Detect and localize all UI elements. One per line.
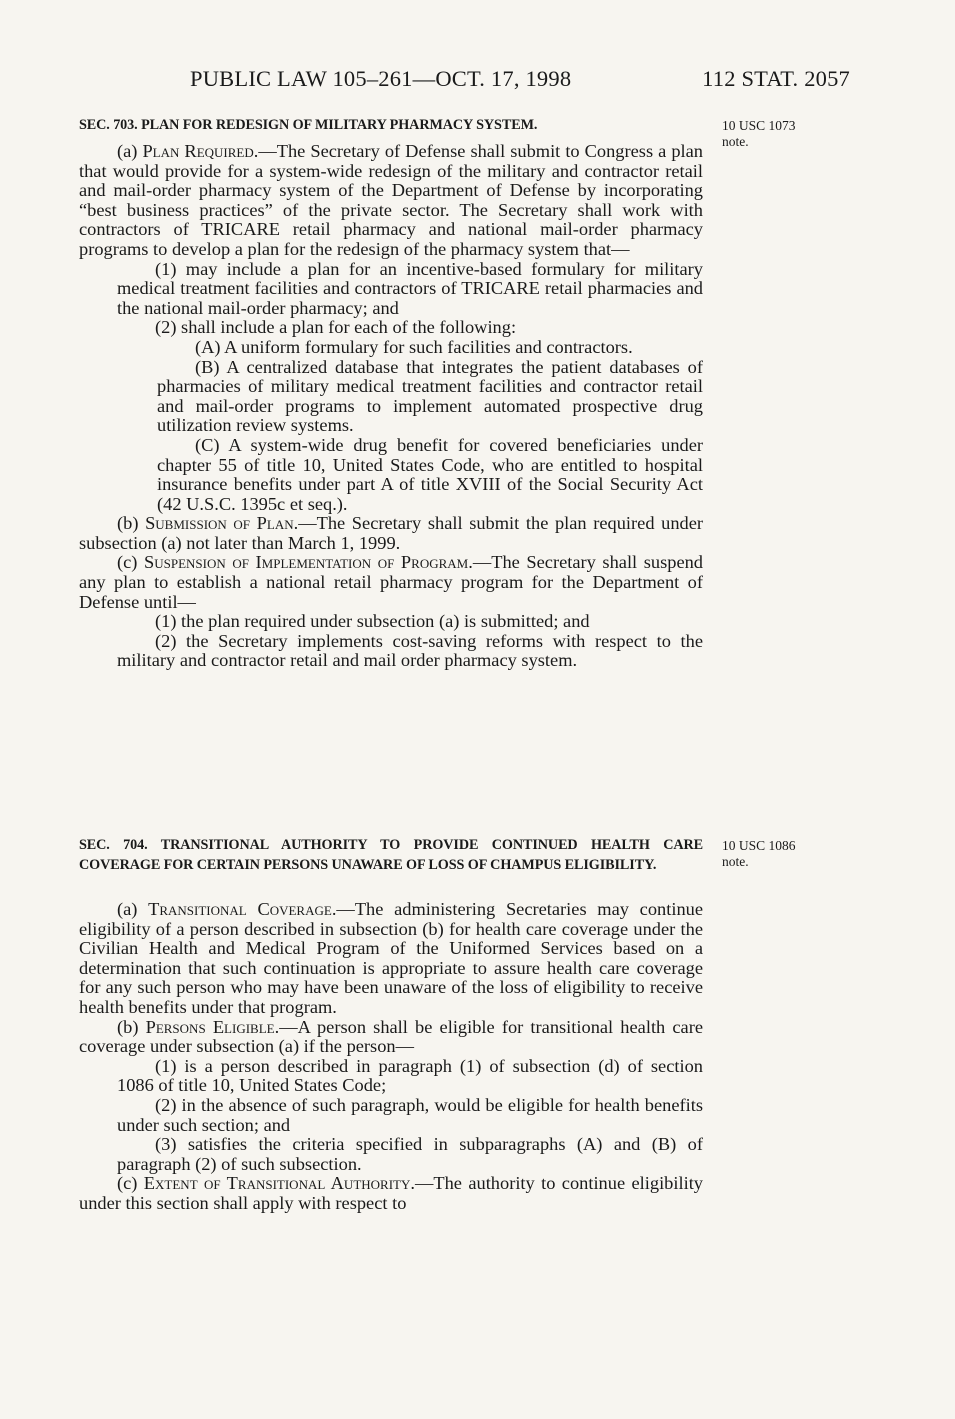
section-703-heading: SEC. 703. PLAN FOR REDESIGN OF MILITARY PHARMACY SYSTEM. bbox=[79, 117, 538, 133]
subsection-c-caption: Suspension of Implementation of Program bbox=[144, 552, 469, 573]
subsection-c-caption: Extent of Transitional Authority bbox=[143, 1173, 411, 1194]
subsection-b bbox=[79, 514, 703, 553]
subsection-a bbox=[79, 900, 703, 1018]
subsection-a-caption: Plan Required bbox=[142, 141, 254, 161]
subsection-a-label: (a) bbox=[117, 899, 149, 919]
subparagraph-a: (A) A uniform formulary for such facilities and contractors. bbox=[195, 336, 633, 357]
paragraph-3: (3) satisfies the criteria specified in subparagraphs (A) and (B) of paragraph (2) of such subsection. bbox=[117, 1134, 703, 1174]
paragraph-2: (2) shall include a plan for each of the following: bbox=[155, 317, 517, 338]
section-704-margin-note bbox=[722, 838, 842, 870]
subsection-b-text: .—The Secretary shall submit the plan required under subsection (a) not later than March 1, 1999. bbox=[79, 513, 704, 553]
paragraph-c-2: (2) the Secretary implements cost-saving reforms with respect to the military and contractor retail and mail order pharmacy system. bbox=[117, 630, 703, 671]
paragraph-1: (1) is a person described in paragraph (1) of subsection (d) of section 1086 of title 10, United States Code; bbox=[117, 1055, 703, 1096]
subsection-c-label: (c) bbox=[117, 552, 145, 573]
margin-note-label: note. bbox=[722, 134, 749, 149]
section-704-heading-text: SEC. 704. TRANSITIONAL AUTHORITY TO PROVIDE CONTINUED HEALTH CARE COVERAGE FOR CERTAIN PERSONS UNAWARE OF LOSS OF CHAMPUS ELIGIBILITY. bbox=[79, 837, 703, 873]
section-704-body bbox=[79, 900, 703, 1214]
subparagraph-c: (C) A system-wide drug benefit for covered beneficiaries under chapter 55 of title 10, United States Code, who are entitled to hospital insurance benefits under part A of title XVIII of the Social Security Act (42 U.S.C. 1395c et seq.). bbox=[157, 434, 703, 514]
subsection-c bbox=[79, 553, 703, 612]
paragraph-2: (2) in the absence of such paragraph, would be eligible for health benefits under such section; and bbox=[117, 1094, 703, 1135]
section-703-body bbox=[79, 142, 703, 671]
margin-note-citation: 10 USC 1086 bbox=[722, 838, 796, 853]
subsection-a-text: .—The Secretary of Defense shall submit to Congress a plan that would provide for a system-wide redesign of the military and contractor retail and mail-order pharmacy system of the Department of Defense by incorporating “best business practices” of the private sector. The Secretary shall work with contractors of TRICARE retail pharmacy and national mail-order pharmacy programs to develop a plan for the redesign of the pharmacy system that— bbox=[79, 141, 703, 259]
paragraph-c-1: (1) the plan required under subsection (a) is submitted; and bbox=[155, 611, 590, 632]
subsection-b-text: .—A person shall be eligible for transitional health care coverage under subsection (a) if the person— bbox=[79, 1016, 703, 1057]
subsection-b-label: (b) bbox=[117, 1016, 146, 1037]
section-704-heading bbox=[79, 836, 703, 875]
paragraph-1: (1) may include a plan for an incentive-based formulary for military medical treatment facilities and contractors of TRICARE retail pharmacies and the national mail-order pharmacy; and bbox=[117, 258, 703, 318]
law-title: PUBLIC LAW 105–261—OCT. 17, 1998 bbox=[190, 66, 572, 91]
margin-note-citation: 10 USC 1073 bbox=[722, 118, 796, 133]
subsection-b-label: (b) bbox=[117, 513, 146, 534]
subsection-c-label: (c) bbox=[117, 1173, 144, 1194]
subparagraph-b: (B) A centralized database that integrates the patient databases of pharmacies of military medical treatment facilities and contractor retail and mail-order programs to implement automated prospective drug utilization review systems. bbox=[157, 356, 703, 436]
subsection-b-caption: Persons Eligible bbox=[145, 1016, 275, 1037]
subsection-b-caption: Submission of Plan bbox=[145, 513, 294, 534]
margin-note-label: note. bbox=[722, 854, 749, 869]
subsection-b bbox=[79, 1018, 703, 1057]
subsection-a-text: .—The administering Secretaries may continue eligibility of a person described in subsection (b) for health care coverage under the Civilian Health and Medical Program of the Uniformed Services based on a determination that such continuation is appropriate to assure health care coverage for any such person who may have been unaware of the loss of eligibility to receive health benefits under that program. bbox=[79, 899, 703, 1017]
section-703-margin-note bbox=[722, 118, 842, 150]
subsection-c-text: .—The authority to continue eligibility under this section shall apply with respect to bbox=[79, 1173, 704, 1213]
subsection-a bbox=[79, 142, 703, 260]
statute-citation: 112 STAT. 2057 bbox=[702, 66, 850, 91]
subsection-a-caption: Transitional Coverage bbox=[148, 899, 332, 919]
subsection-a-label: (a) bbox=[117, 141, 143, 161]
subsection-c-text: .—The Secretary shall suspend any plan to establish a national retail pharmacy program for the Department of Defense until— bbox=[79, 552, 704, 612]
subsection-c bbox=[79, 1174, 703, 1213]
